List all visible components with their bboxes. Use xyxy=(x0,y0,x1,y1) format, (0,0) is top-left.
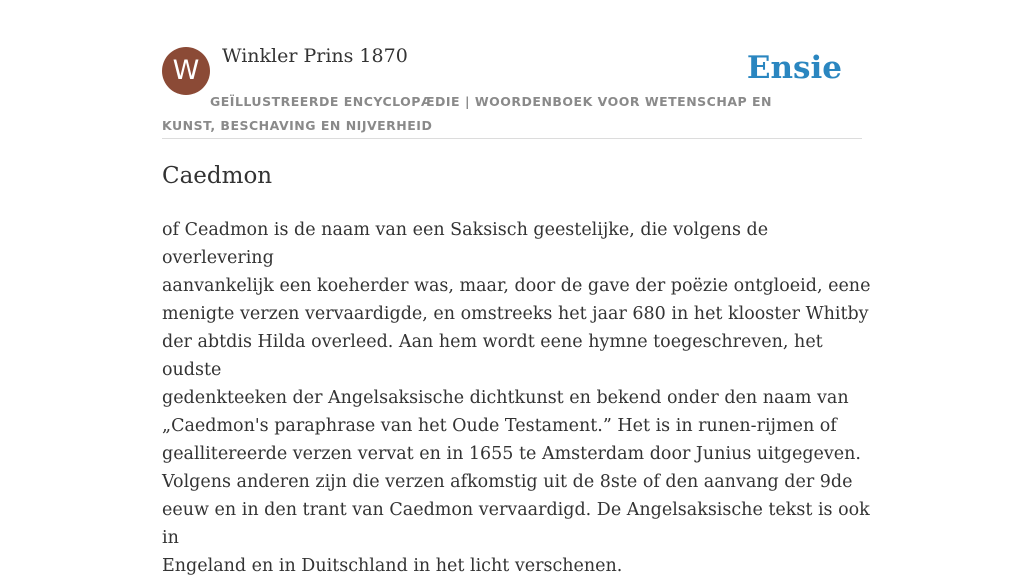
source-title[interactable]: Winkler Prins 1870 xyxy=(222,45,408,67)
source-subtitle: GEÏLLUSTREERDE ENCYCLOPÆDIE | WOORDENBOEK VOOR WETENSCHAP EN KUNST, BESCHAVING EN NIJVERHEID xyxy=(162,94,773,133)
brand-logo[interactable]: Ensie xyxy=(746,50,842,86)
article-body: of Ceadmon is de naam van een Saksisch geestelijke, die volgens de overlevering aanvankelijk een koeherder was, maar, door de gave der poëzie ontgloeid, eene menigte verzen vervaardigde, en omstreeks het jaar 680 in het klooster Whitby der abtdis Hilda overleed. Aan hem wordt eene hymne toegeschreven, het oudste gedenkteeken der Angelsaksische dichtkunst en bekend onder den naam van „Caedmon's paraphrase van het Oude Testament.” Het is in runen-rijmen of geallitereerde verzen vervat en in 1655 te Amsterdam door Junius uitgegeven. Volgens anderen zijn die verzen afkomstig uit de 8ste of den aanvang der 9de eeuw en in den trant van Caedmon vervaardigd. De Angelsaksische tekst is ook in Engeland en in Duitschland in het licht verschenen. xyxy=(162,220,871,576)
header-divider xyxy=(162,138,862,139)
article-title: Caedmon xyxy=(162,163,273,189)
source-avatar: W xyxy=(162,47,210,95)
